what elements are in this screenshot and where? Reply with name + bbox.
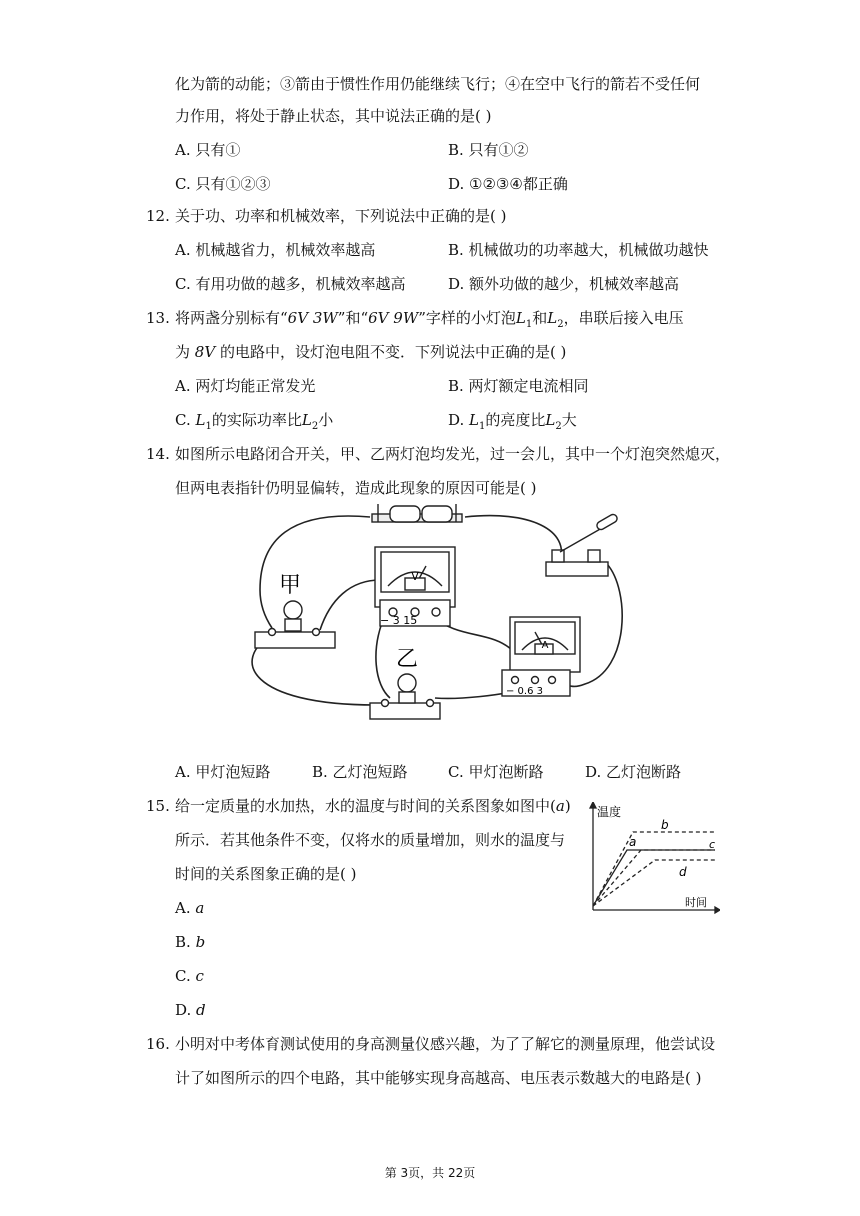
q16-stem-line2: 计了如图所示的四个电路，其中能够实现身高越高、电压表示数越大的电路是( ) — [175, 1069, 702, 1087]
curve-a-label: a — [629, 835, 637, 849]
curve-b-label: b — [661, 818, 669, 832]
curve-d-label: d — [679, 865, 687, 879]
q15-number: 15. — [146, 797, 170, 815]
wire — [465, 516, 562, 562]
q14-number: 14. — [146, 445, 170, 463]
q11-stem-line2: 力作用，将处于静止状态，其中说法正确的是( ) — [175, 107, 492, 125]
label-jia: 甲 — [278, 573, 302, 598]
q11-option-b[interactable]: B. 只有①② — [448, 141, 529, 159]
q14-option-d[interactable]: D. 乙灯泡断路 — [585, 763, 682, 781]
curve-b — [593, 832, 715, 906]
q16-stem-line1: 小明对中考体育测试使用的身高测量仪感兴趣，为了了解它的测量原理，他尝试设 — [175, 1035, 716, 1053]
q14-stem-line2: 但两电表指针仍明显偏转，造成此现象的原因可能是( ) — [175, 479, 537, 497]
q13-option-b[interactable]: B. 两灯额定电流相同 — [448, 377, 589, 395]
q13-option-c[interactable]: C. $L_1$的实际功率比$L_2$小 — [175, 411, 334, 432]
q15-stem-line2: 所示．若其他条件不变，仅将水的质量增加，则水的温度与 — [175, 831, 566, 849]
q12-number: 12. — [146, 207, 170, 225]
label-yi: 乙 — [395, 647, 419, 672]
ammeter — [502, 617, 580, 696]
knife-switch — [546, 513, 619, 576]
q15-temperature-graph — [585, 802, 720, 917]
q14-option-a[interactable]: A. 甲灯泡短路 — [175, 763, 271, 781]
q13-stem-line2: 为 8V 的电路中，设灯泡电阻不变．下列说法中正确的是( ) — [175, 343, 567, 361]
ammeter-symbol: A — [541, 640, 549, 651]
q16-number: 16. — [146, 1035, 170, 1053]
q15-stem-line1: 给一定质量的水加热，水的温度与时间的关系图象如图中(a) — [175, 797, 571, 815]
q12-option-a[interactable]: A. 机械越省力，机械效率越高 — [175, 241, 376, 259]
q15-option-a[interactable]: A. a — [175, 899, 205, 917]
q15-option-c[interactable]: C. c — [175, 967, 204, 985]
q11-option-a[interactable]: A. 只有① — [175, 141, 241, 159]
q14-option-c[interactable]: C. 甲灯泡断路 — [448, 763, 544, 781]
q13-number: 13. — [146, 309, 170, 327]
lamp-yi — [370, 674, 440, 719]
q15-option-d[interactable]: D. d — [175, 1001, 206, 1019]
q13-option-a[interactable]: A. 两灯均能正常发光 — [175, 377, 316, 395]
q15-stem-line3: 时间的关系图象正确的是( ) — [175, 865, 357, 883]
q11-option-d[interactable]: D. ①②③④都正确 — [448, 175, 568, 193]
curve-c-label: c — [709, 838, 716, 851]
q13-option-d[interactable]: D. $L_1$的亮度比$L_2$大 — [448, 411, 577, 432]
graph-x-label: 时间 — [685, 896, 707, 909]
q12-stem: 关于功、功率和机械效率，下列说法中正确的是( ) — [175, 207, 507, 225]
page-footer: 第 3页，共 22页 — [384, 1166, 476, 1180]
wire — [260, 516, 370, 628]
q15-option-b[interactable]: B. b — [175, 933, 206, 951]
q13-stem-line1: 将两盏分别标有“6V 3W”和“6V 9W”字样的小灯泡$L_1$和$L_2$，串联后接入电压 — [175, 309, 684, 330]
q14-stem-line1: 如图所示电路闭合开关，甲、乙两灯泡均发光，过一会儿，其中一个灯泡突然熄灭， — [175, 445, 731, 463]
q14-circuit-diagram — [230, 500, 640, 730]
ammeter-terminals: − 0.6 3 — [506, 686, 544, 697]
battery — [372, 504, 462, 522]
q12-option-c[interactable]: C. 有用功做的越多，机械效率越高 — [175, 275, 406, 293]
graph-y-label: 温度 — [597, 805, 622, 819]
q11-stem-line1: 化为箭的动能；③箭由于惯性作用仍能继续飞行；④在空中飞行的箭若不受任何 — [175, 75, 701, 93]
lamp-jia — [255, 601, 335, 648]
q12-option-b[interactable]: B. 机械做功的功率越大，机械做功越快 — [448, 241, 709, 259]
q14-option-b[interactable]: B. 乙灯泡短路 — [312, 763, 408, 781]
q11-option-c[interactable]: C. 只有①②③ — [175, 175, 271, 193]
voltmeter-symbol: V — [411, 570, 419, 583]
voltmeter-terminals: − 3 15 — [380, 614, 418, 627]
q12-option-d[interactable]: D. 额外功做的越少，机械效率越高 — [448, 275, 680, 293]
